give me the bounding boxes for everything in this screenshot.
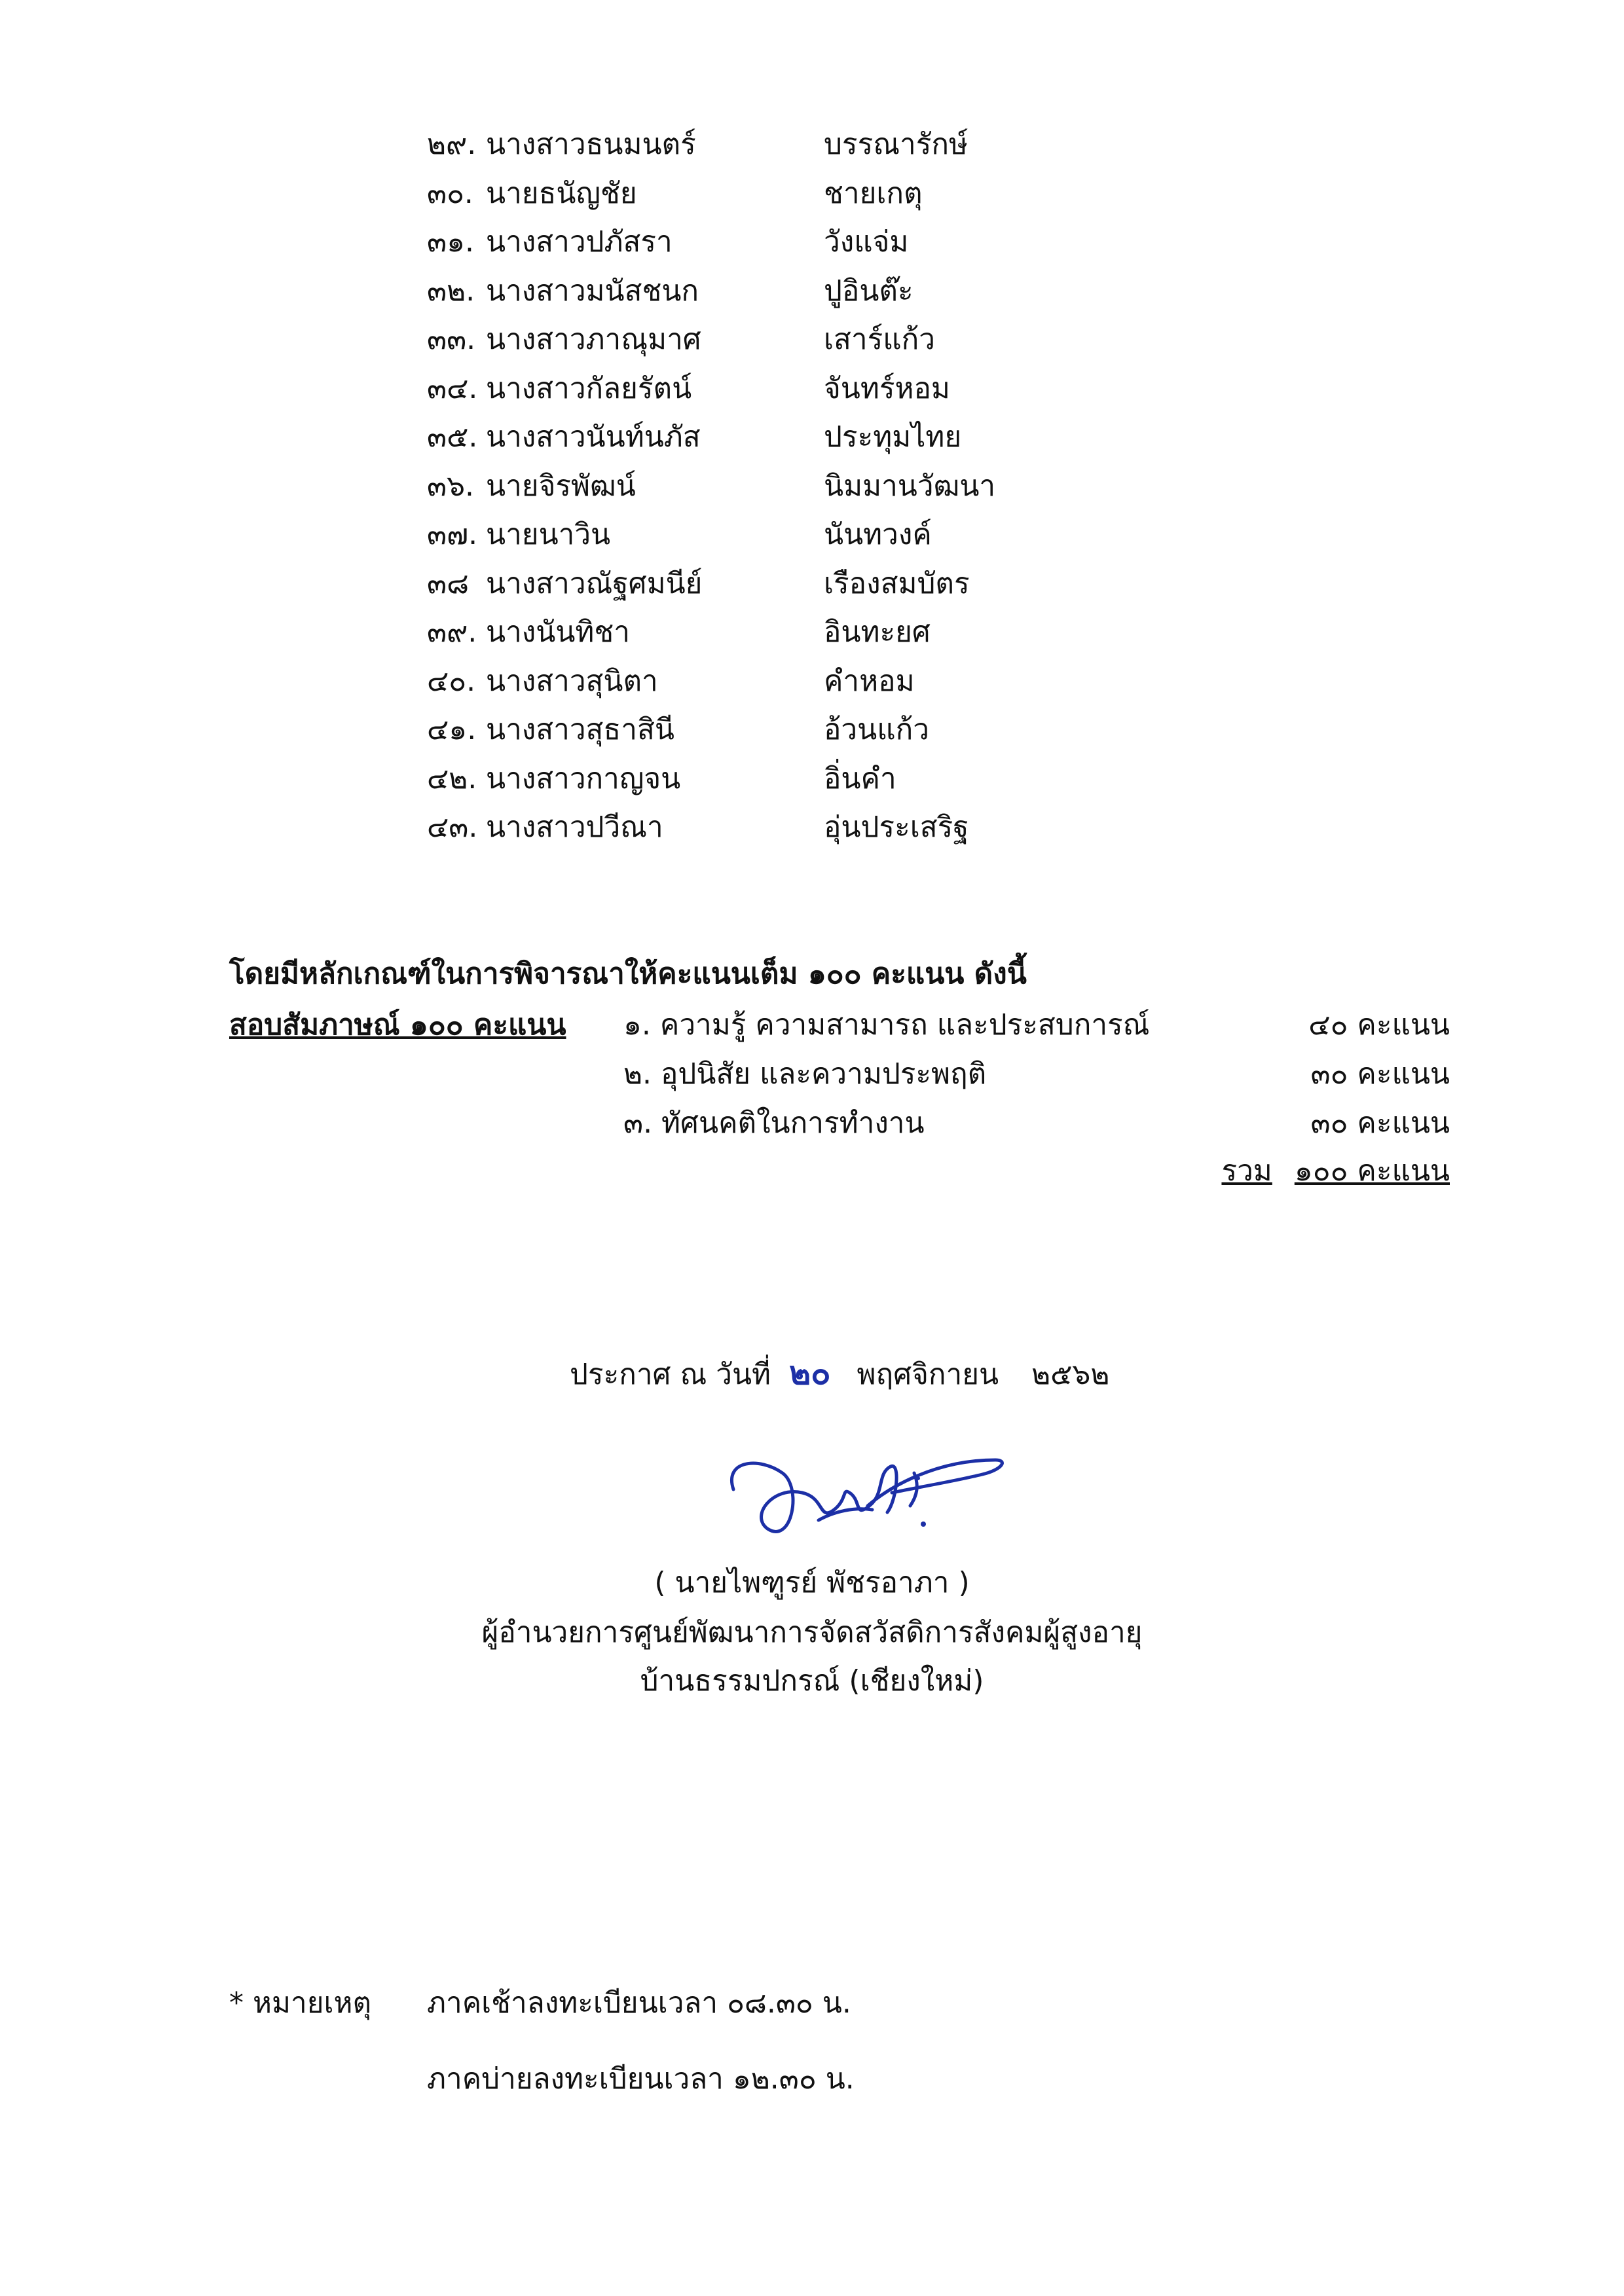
name-number: ๔๒. <box>427 761 477 795</box>
first-name: นายธนัญชัย <box>486 176 637 210</box>
first-name: นางสาวกาญจน <box>486 761 681 795</box>
criterion-score: ๓๐ คะแนน <box>1310 1106 1450 1140</box>
name-number: ๒๙. <box>427 128 477 161</box>
first-name: นางสาวภาณุมาศ <box>486 323 701 356</box>
name-number: ๓๙. <box>427 615 477 649</box>
criterion-row <box>623 1002 1450 1048</box>
first-name: นายจิรพัฒน์ <box>486 469 636 503</box>
note-label: * หมายเหตุ <box>229 1986 372 2020</box>
total-label: รวม <box>1221 1154 1272 1188</box>
name-number: ๓๒. <box>427 274 475 308</box>
first-name: นางสาวสุนิตา <box>486 664 658 698</box>
date-year: ๒๕๖๒ <box>1031 1358 1110 1391</box>
first-name: นางสาวปภัสรา <box>486 225 673 259</box>
criterion-row <box>623 1100 1450 1146</box>
criterion-label: ๓. ทัศนคติในการทำงาน <box>623 1106 925 1140</box>
first-name: นางสาวธนมนตร์ <box>486 128 696 161</box>
last-name: บรรณารักษ์ <box>824 128 968 161</box>
signer-organization: บ้านธรรมปกรณ์ (เชียงใหม่) <box>640 1664 984 1698</box>
name-number: ๔๑. <box>427 713 477 746</box>
interview-label: สอบสัมภาษณ์ ๑๐๐ คะแนน <box>229 1008 566 1042</box>
name-number: ๓๗. <box>427 518 478 551</box>
first-name: นายนาวิน <box>486 518 611 551</box>
date-month: พฤศจิกายน <box>857 1358 999 1391</box>
last-name: นันทวงค์ <box>824 518 932 551</box>
last-name: นิมมานวัฒนา <box>824 469 996 503</box>
last-name: อิ่นคำ <box>824 761 896 795</box>
criteria-heading: โดยมีหลักเกณฑ์ในการพิจารณาให้คะแนนเต็ม ๑๐๐ คะแนน ดังนี้ <box>229 957 1027 991</box>
first-name: นางนันทิชา <box>486 615 630 649</box>
date-day: ๒๐ <box>789 1354 831 1392</box>
announcement-date <box>570 1347 1109 1399</box>
criteria-total <box>1221 1148 1450 1194</box>
criterion-score: ๔๐ คะแนน <box>1308 1008 1450 1042</box>
last-name: อ้วนแก้ว <box>824 713 929 746</box>
date-prefix: ประกาศ ณ วันที่ <box>570 1358 771 1391</box>
first-name: นางสาวนันท์นภัส <box>486 420 701 454</box>
last-name: ชายเกตุ <box>824 176 923 210</box>
last-name: ปูอินต๊ะ <box>824 274 913 308</box>
name-number: ๓๖. <box>427 469 474 503</box>
signature-icon <box>720 1447 1008 1558</box>
criterion-row <box>623 1051 1450 1097</box>
name-number: ๓๐. <box>427 176 473 210</box>
note-morning: ภาคเช้าลงทะเบียนเวลา ๐๘.๓๐ น. <box>427 1986 851 2020</box>
first-name: นางสาวณัฐศมนีย์ <box>486 566 703 600</box>
last-name: จันทร์หอม <box>824 371 950 405</box>
signer-position: ผู้อำนวยการศูนย์พัฒนาการจัดสวัสดิการสังคมผู้สูงอายุ <box>481 1616 1143 1649</box>
criterion-label: ๒. อุปนิสัย และความประพฤติ <box>623 1057 987 1091</box>
last-name: ประทุมไทย <box>824 420 962 454</box>
name-number: ๓๕. <box>427 420 478 454</box>
signer-name: ( นายไพฑูรย์ พัชรอาภา ) <box>654 1566 970 1599</box>
last-name: อินทะยศ <box>824 615 931 649</box>
name-number: ๓๘ <box>427 566 470 600</box>
last-name: คำหอม <box>824 664 915 698</box>
criterion-label: ๑. ความรู้ ความสามารถ และประสบการณ์ <box>623 1008 1150 1042</box>
name-number: ๓๑. <box>427 225 474 259</box>
name-number: ๔๓. <box>427 811 478 844</box>
name-number: ๓๓. <box>427 323 476 356</box>
last-name: เรืองสมบัตร <box>824 566 970 600</box>
first-name: นางสาวสุธาสินี <box>486 713 674 746</box>
note-afternoon: ภาคบ่ายลงทะเบียนเวลา ๑๒.๓๐ น. <box>427 2062 855 2096</box>
first-name: นางสาวกัลยรัตน์ <box>486 371 692 405</box>
criterion-score: ๓๐ คะแนน <box>1310 1057 1450 1091</box>
first-name: นางสาวปวีณา <box>486 811 663 844</box>
last-name: อุ่นประเสริฐ <box>824 811 969 844</box>
first-name: นางสาวมนัสชนก <box>486 274 699 308</box>
total-value: ๑๐๐ คะแนน <box>1294 1154 1450 1188</box>
name-number: ๔๐. <box>427 664 476 698</box>
name-number: ๓๔. <box>427 371 478 405</box>
last-name: วังแจ่ม <box>824 225 909 259</box>
last-name: เสาร์แก้ว <box>824 323 935 356</box>
